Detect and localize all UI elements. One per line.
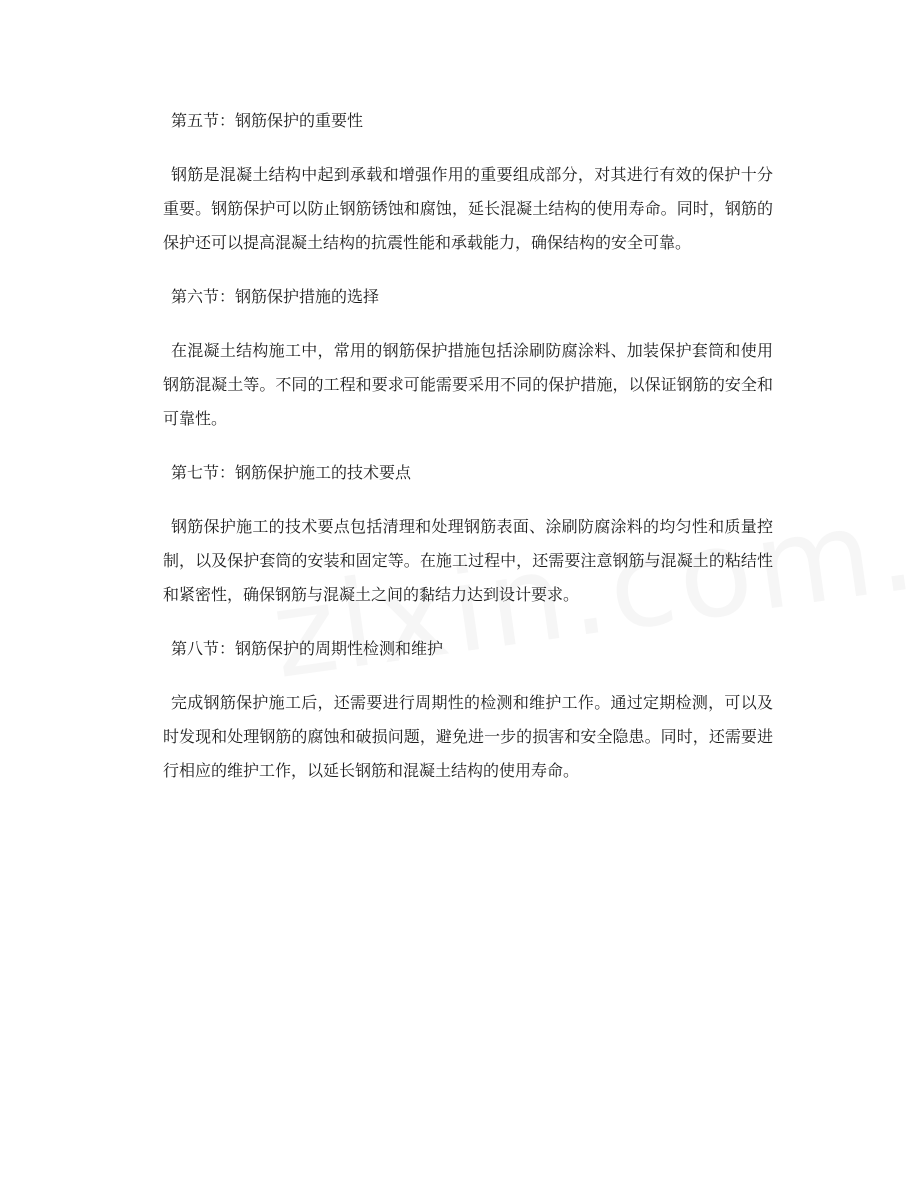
section-paragraph: 在混凝土结构施工中，常用的钢筋保护措施包括涂刷防腐涂料、加装保护套筒和使用钢筋混凝土等。不同的工程和要求可能需要采用不同的保护措施，以保证钢筋的安全和可靠性。: [163, 341, 773, 428]
document-body: [163, 104, 773, 788]
section-5: [163, 104, 773, 260]
section-8: [163, 632, 773, 788]
section-paragraph: 钢筋保护施工的技术要点包括清理和处理钢筋表面、涂刷防腐涂料的均匀性和质量控制，以及保护套筒的安装和固定等。在施工过程中，还需要注意钢筋与混凝土的粘结性和紧密性，确保钢筋与混凝土之间的黏结力达到设计要求。: [163, 517, 773, 604]
section-7: [163, 456, 773, 612]
section-heading: 第五节：钢筋保护的重要性: [171, 111, 364, 130]
section-paragraph: 钢筋是混凝土结构中起到承载和增强作用的重要组成部分，对其进行有效的保护十分重要。钢筋保护可以防止钢筋锈蚀和腐蚀，延长混凝土结构的使用寿命。同时，钢筋的保护还可以提高混凝土结构的抗震性能和承载能力，确保结构的安全可靠。: [163, 165, 773, 252]
section-6: [163, 280, 773, 436]
section-heading: 第六节：钢筋保护措施的选择: [171, 287, 380, 306]
section-paragraph: 完成钢筋保护施工后，还需要进行周期性的检测和维护工作。通过定期检测，可以及时发现和处理钢筋的腐蚀和破损问题，避免进一步的损害和安全隐患。同时，还需要进行相应的维护工作，以延长钢筋和混凝土结构的使用寿命。: [163, 693, 773, 780]
section-heading: 第八节：钢筋保护的周期性检测和维护: [171, 639, 444, 658]
section-heading: 第七节：钢筋保护施工的技术要点: [171, 463, 412, 482]
